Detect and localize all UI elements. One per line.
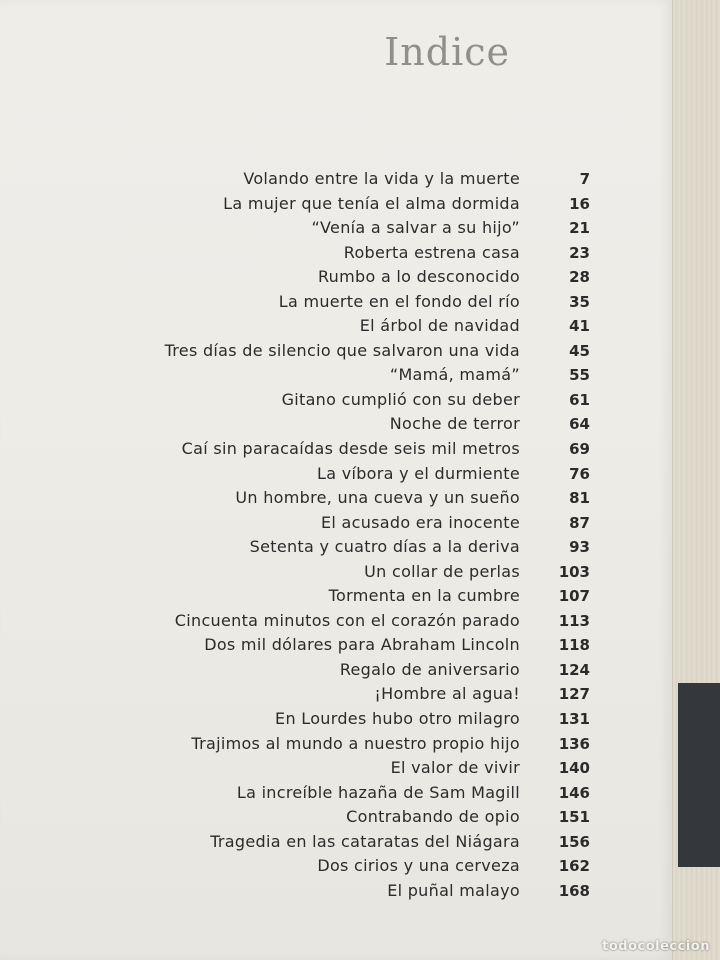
- toc-entry-title: Un hombre, una cueva y un sueño: [235, 488, 520, 508]
- toc-entry: [0, 462, 672, 487]
- toc-entry-page: 35: [569, 292, 590, 311]
- toc-entry-page: 93: [569, 538, 590, 557]
- toc-entry-page: 81: [569, 489, 590, 508]
- toc-entry-title: Caí sin paracaídas desde seis mil metros: [181, 439, 520, 459]
- toc-entry-page: 168: [558, 881, 590, 900]
- toc-entry-title: Rumbo a lo desconocido: [317, 267, 520, 287]
- toc-entry: [0, 805, 672, 830]
- toc-entry-page: 7: [579, 170, 590, 188]
- toc-entry-title: Trajimos al mundo a nuestro propio hijo: [191, 733, 520, 753]
- toc-entry: [0, 854, 672, 879]
- toc-entry-page: 21: [569, 219, 590, 238]
- toc-entry-title: Volando entre la vida y la muerte: [243, 169, 520, 188]
- toc-entry-page: 16: [569, 194, 590, 213]
- toc-entry-page: 69: [569, 440, 590, 459]
- toc-entry: [0, 437, 672, 462]
- toc-entry: [0, 830, 672, 855]
- spine-dark-block: [678, 683, 720, 867]
- toc-entry: [0, 732, 672, 757]
- toc-entry-page: 118: [558, 636, 590, 655]
- toc-entry: [0, 192, 672, 217]
- toc-entry-title: Roberta estrena casa: [343, 242, 520, 262]
- toc-entry-page: 151: [558, 808, 590, 827]
- toc-entry-title: El acusado era inocente: [320, 512, 520, 532]
- toc-entry-title: Gitano cumplió con su deber: [281, 389, 520, 409]
- toc-entry: [0, 879, 672, 904]
- watermark: todocoleccion: [602, 939, 710, 954]
- toc-entry-title: “Venía a salvar a su hijo”: [311, 218, 520, 238]
- toc-entry-title: Un collar de perlas: [364, 561, 520, 581]
- toc-entry-title: La víbora y el durmiente: [317, 463, 520, 483]
- toc-entry-page: 140: [558, 759, 590, 778]
- toc-entry: [0, 511, 672, 536]
- toc-entry-page: 87: [569, 513, 590, 532]
- toc-entry: [0, 756, 672, 781]
- toc-entry-title: Cincuenta minutos con el corazón parado: [174, 610, 520, 630]
- index-title: Indice: [384, 30, 510, 74]
- toc-entry-title: En Lourdes hubo otro milagro: [275, 709, 520, 729]
- toc-entry-title: Regalo de aniversario: [339, 659, 520, 679]
- toc-entry-page: 103: [558, 562, 590, 581]
- toc-entry: [0, 216, 672, 241]
- toc-entry: [0, 339, 672, 364]
- toc-entry-page: 55: [569, 366, 590, 385]
- toc-entry: [0, 658, 672, 683]
- toc-entry-page: 156: [558, 832, 590, 851]
- toc-entry-title: Noche de terror: [389, 414, 520, 434]
- toc-entry-title: Tormenta en la cumbre: [328, 586, 520, 606]
- toc-entry-page: 61: [569, 390, 590, 409]
- toc-entry: [0, 412, 672, 437]
- table-of-contents: [0, 167, 672, 903]
- toc-entry-page: 41: [569, 317, 590, 336]
- toc-entry-page: 136: [558, 734, 590, 753]
- toc-entry: [0, 265, 672, 290]
- toc-entry-title: La muerte en el fondo del río: [278, 291, 520, 311]
- toc-entry-page: 28: [569, 268, 590, 287]
- toc-entry: [0, 314, 672, 339]
- toc-entry: [0, 560, 672, 585]
- toc-entry: [0, 290, 672, 315]
- toc-entry: [0, 167, 672, 192]
- toc-entry: [0, 682, 672, 707]
- toc-entry-title: El puñal malayo: [387, 880, 520, 900]
- toc-entry-title: El árbol de navidad: [359, 316, 520, 336]
- toc-entry-title: Tres días de silencio que salvaron una vida: [164, 340, 520, 360]
- toc-entry-title: Setenta y cuatro días a la deriva: [249, 537, 520, 557]
- toc-entry-title: Dos cirios y una cerveza: [317, 856, 520, 876]
- toc-entry: [0, 633, 672, 658]
- toc-entry-page: 76: [569, 464, 590, 483]
- toc-entry-title: Dos mil dólares para Abraham Lincoln: [204, 635, 520, 655]
- toc-entry: [0, 388, 672, 413]
- toc-entry: [0, 781, 672, 806]
- toc-entry-page: 107: [558, 587, 590, 606]
- toc-entry: [0, 707, 672, 732]
- toc-entry-title: El valor de vivir: [390, 758, 520, 778]
- toc-entry-title: ¡Hombre al agua!: [374, 684, 520, 704]
- toc-entry-page: 113: [558, 611, 590, 630]
- toc-entry-title: La mujer que tenía el alma dormida: [223, 193, 520, 213]
- toc-entry-title: La increíble hazaña de Sam Magill: [236, 782, 520, 802]
- toc-entry: [0, 486, 672, 511]
- toc-entry: [0, 609, 672, 634]
- toc-entry-page: 127: [558, 685, 590, 704]
- toc-entry: [0, 535, 672, 560]
- toc-entry-page: 124: [558, 660, 590, 679]
- toc-entry-page: 162: [558, 857, 590, 876]
- toc-entry-title: Tragedia en las cataratas del Niágara: [210, 831, 520, 851]
- toc-entry-title: “Mamá, mamá”: [389, 365, 520, 385]
- toc-entry-page: 23: [569, 243, 590, 262]
- toc-entry: [0, 584, 672, 609]
- toc-entry: [0, 363, 672, 388]
- toc-entry-page: 146: [558, 783, 590, 802]
- toc-entry-page: 131: [558, 710, 590, 729]
- toc-entry-page: 64: [569, 415, 590, 434]
- toc-entry: [0, 241, 672, 266]
- toc-entry-page: 45: [569, 341, 590, 360]
- toc-entry-title: Contrabando de opio: [346, 807, 520, 827]
